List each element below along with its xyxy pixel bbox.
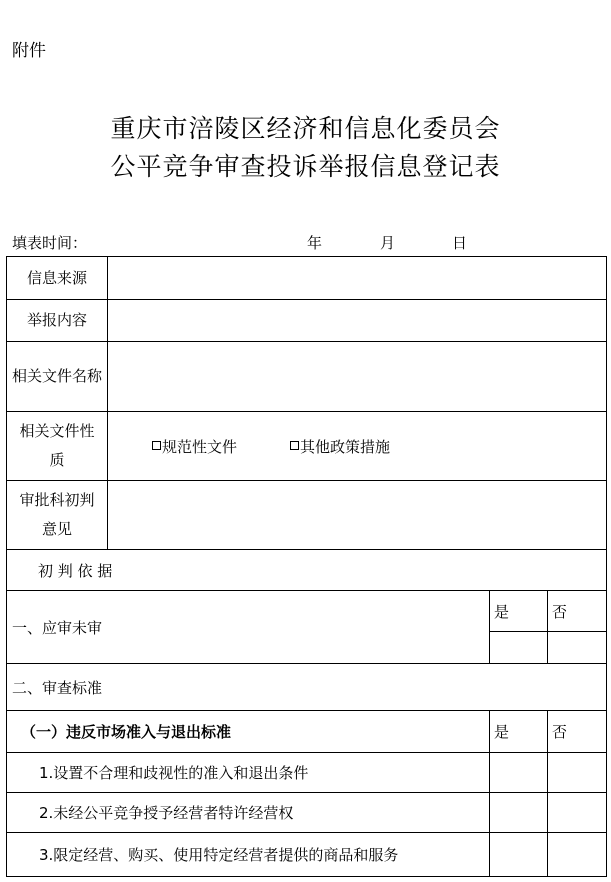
form-title-line2: 公平竞争审查投诉举报信息登记表 [110,152,501,181]
criterion-1-yes-cell[interactable] [490,753,547,792]
criterion-3-yes-cell[interactable] [490,833,547,876]
section1-no-cell[interactable] [548,632,606,663]
source-label: 信息来源 [26,268,87,287]
review-opinion-label: 审批科初判意见 [19,491,95,538]
section1-label: 一、应审未审 [12,618,103,637]
yes-header: 是 [494,602,510,621]
doc-name-field[interactable] [108,342,606,411]
criterion-1: 1.设置不合理和歧视性的准入和退出条件 [39,764,309,782]
form-title-line1: 重庆市涪陵区经济和信息化委员会 [110,114,501,143]
source-field[interactable] [108,257,606,299]
option-label: 规范性文件 [162,437,238,456]
doc-nature-option-other[interactable] [290,412,390,480]
subsection1-label: （一）违反市场准入与退出标准 [21,723,232,741]
review-opinion-field[interactable] [108,481,606,549]
doc-nature-label: 相关文件性质 [19,422,95,469]
criterion-3: 3.限定经营、购买、使用特定经营者提供的商品和服务 [39,846,399,864]
section2-label: 二、审查标准 [12,678,103,697]
no-header: 否 [552,723,568,741]
checkbox-icon[interactable] [290,441,299,450]
yes-header: 是 [494,723,510,741]
section1-yes-cell[interactable] [490,632,547,663]
criterion-1-no-cell[interactable] [548,753,606,792]
report-content-field[interactable] [108,300,606,341]
fill-time-label: 填表时间： [12,234,88,252]
criterion-2-yes-cell[interactable] [490,793,547,832]
criterion-2-no-cell[interactable] [548,793,606,832]
doc-name-label: 相关文件名称 [11,367,102,385]
date-year-label: 年 [307,234,323,252]
basis-label: 初 判 依 据 [38,561,113,580]
date-month-label: 月 [380,234,396,252]
checkbox-icon[interactable] [152,441,161,450]
attachment-label: 附件 [12,41,46,61]
date-day-label: 日 [452,234,468,252]
criterion-2: 2.未经公平竞争授予经营者特许经营权 [39,804,294,822]
report-content-label: 举报内容 [26,311,87,329]
doc-nature-option-normative[interactable] [152,412,237,480]
option-label: 其他政策措施 [300,437,391,456]
no-header: 否 [552,602,568,621]
criterion-3-no-cell[interactable] [548,833,606,876]
